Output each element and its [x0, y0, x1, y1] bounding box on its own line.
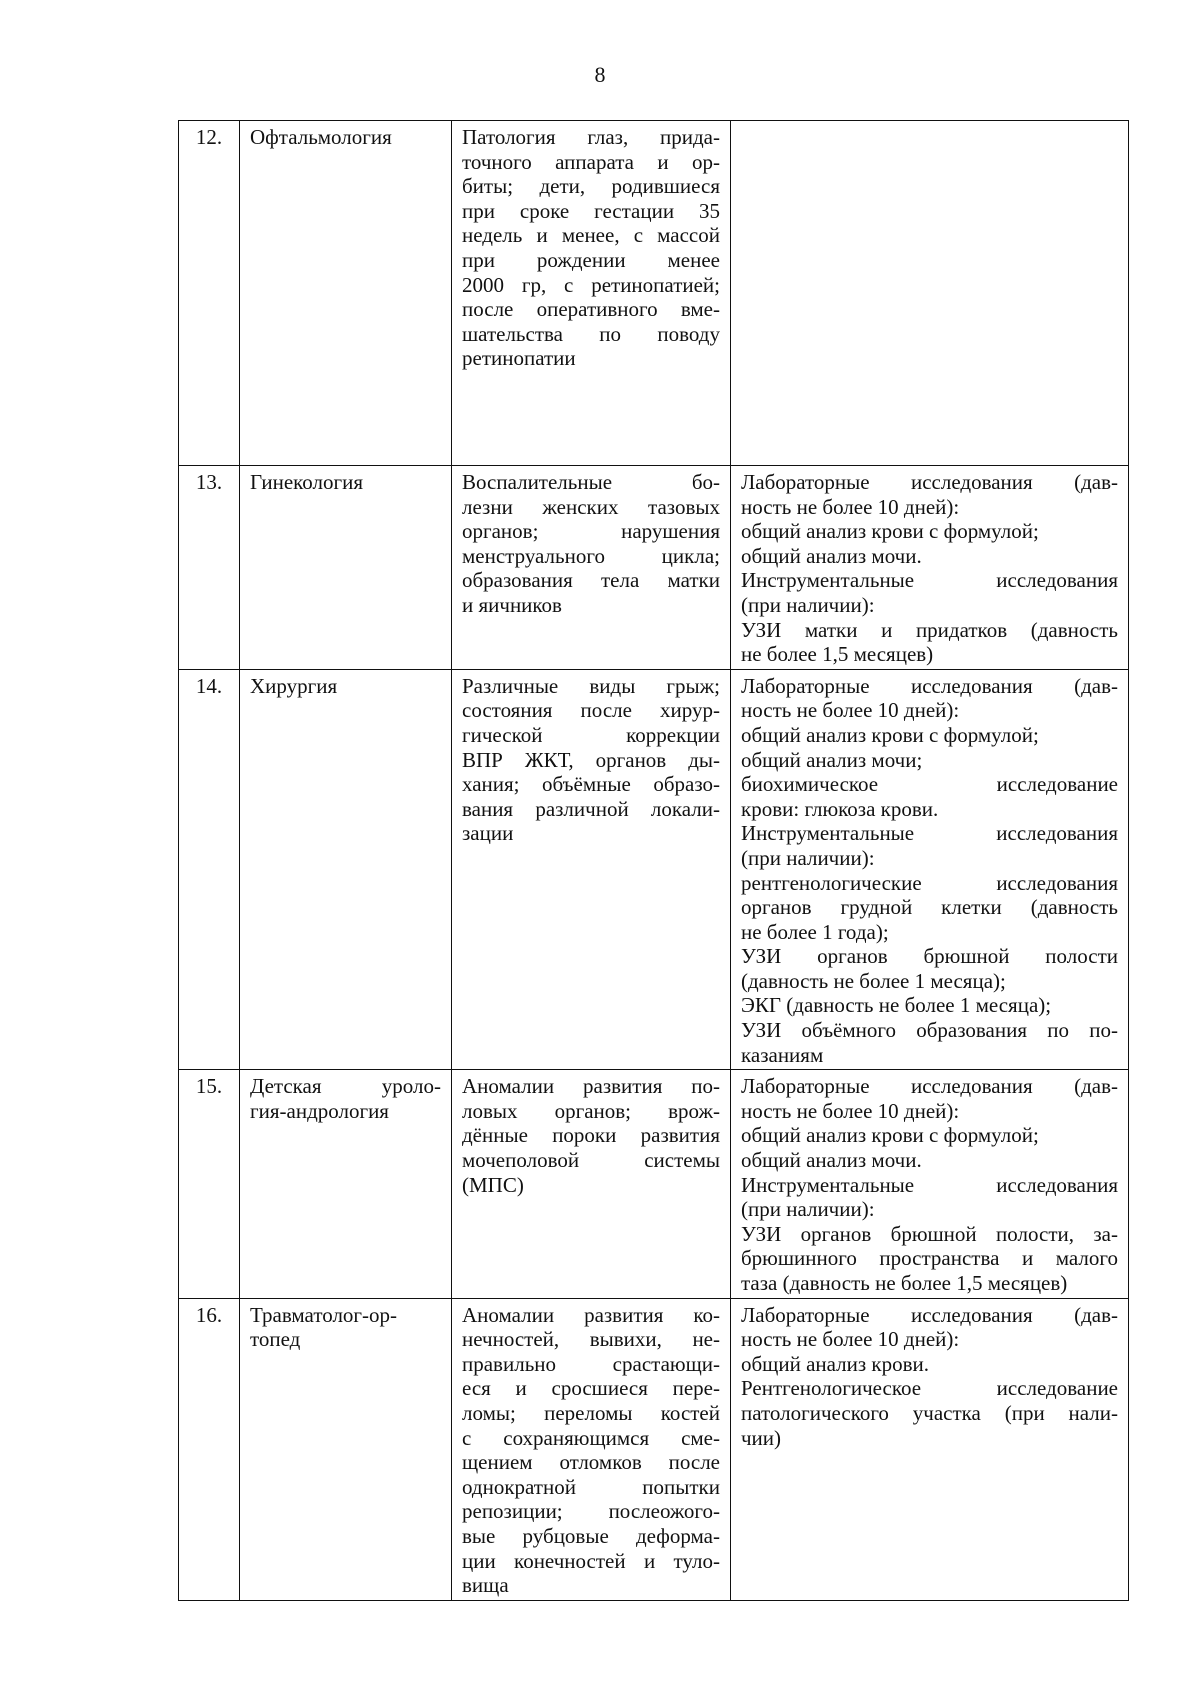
requirements-line: (при наличии): [741, 1197, 875, 1222]
specialty-line: Гинекология [250, 470, 363, 494]
indications-line: ломы; переломы костей [462, 1400, 720, 1425]
indications-line: хания; объёмные образо- [462, 772, 720, 797]
indications-line: вища [462, 1573, 509, 1598]
requirements-line: ность не более 10 дней): [741, 698, 960, 723]
indications-line: щением отломков после [462, 1450, 720, 1475]
requirements-line: (при наличии): [741, 592, 875, 617]
indications-line: (МПС) [462, 1172, 524, 1197]
indications-line: Различные виды грыж; [462, 673, 720, 698]
requirements-line: Лабораторные исследования (дав- [741, 1074, 1118, 1099]
indications-line: при рождении менее [462, 247, 720, 272]
requirements-line: (при наличии): [741, 845, 875, 870]
specialty-line: Хирургия [250, 673, 338, 698]
requirements-line: патологического участка (при нали- [741, 1400, 1118, 1425]
indications-line: шательства по поводу [462, 321, 720, 346]
specialty-cell [240, 1070, 452, 1298]
table-row [179, 121, 1129, 466]
indications-line: гической коррекции [462, 722, 720, 747]
specialty-line: Детская уроло- [250, 1074, 441, 1099]
requirements-line: ность не более 10 дней): [741, 1098, 960, 1123]
requirements-line: общий анализ мочи. [741, 1148, 922, 1173]
indications-line: органов; нарушения [462, 519, 720, 544]
row-number: 14. [179, 669, 240, 1070]
requirements-cell [731, 466, 1129, 670]
indications-cell [452, 1070, 731, 1298]
indications-line: образования тела матки [462, 568, 720, 593]
requirements-line: чии) [741, 1425, 782, 1450]
page-number: 8 [594, 62, 606, 87]
indications-cell [452, 121, 731, 466]
requirements-cell [731, 121, 1129, 466]
requirements-line: Инструментальные исследования [741, 568, 1118, 593]
table-row [179, 669, 1129, 1070]
indications-line: состояния после хирур- [462, 698, 720, 723]
requirements-line: общий анализ крови с формулой; [741, 1123, 1039, 1148]
requirements-line: УЗИ органов брюшной полости [741, 944, 1118, 969]
indications-line: ВПР ЖКТ, органов ды- [462, 747, 720, 772]
requirements-line: УЗИ органов брюшной полости, за- [741, 1221, 1118, 1246]
requirements-line: таза (давность не более 1,5 месяцев) [741, 1271, 1068, 1295]
requirements-line: УЗИ объёмного образования по по- [741, 1018, 1118, 1043]
indications-cell [452, 669, 731, 1070]
requirements-cell [731, 1070, 1129, 1298]
indications-line: ции конечностей и туло- [462, 1548, 720, 1573]
requirements-line: Лабораторные исследования (дав- [741, 470, 1118, 494]
indications-line: при сроке гестации 35 [462, 198, 720, 223]
indications-line: однократной попытки [462, 1474, 720, 1499]
requirements-line: ЭКГ (давность не более 1 месяца); [741, 993, 1052, 1018]
indications-line: лезни женских тазовых [462, 494, 720, 519]
indications-line: точного аппарата и ор- [462, 149, 720, 174]
indications-line: дённые пороки развития [462, 1123, 720, 1148]
indications-line: репозиции; послеожого- [462, 1499, 720, 1524]
requirements-line: казаниям [741, 1042, 824, 1067]
indications-line: Воспалительные бо- [462, 470, 720, 494]
requirements-line: Инструментальные исследования [741, 1172, 1118, 1197]
indications-line: Аномалии развития по- [462, 1074, 720, 1099]
indications-line: с сохраняющимся сме- [462, 1425, 720, 1450]
indications-line: вые рубцовые деформа- [462, 1523, 720, 1548]
requirements-line: УЗИ матки и придатков (давность [741, 617, 1118, 642]
indications-line: 2000 гр, с ретинопатией; [462, 272, 720, 297]
indications-line: недель и менее, с массой [462, 223, 720, 248]
requirements-line: общий анализ мочи; [741, 747, 923, 772]
specialty-line: Офтальмология [250, 125, 392, 149]
requirements-line: общий анализ крови. [741, 1351, 930, 1376]
requirements-line: Рентгенологическое исследование [741, 1376, 1118, 1401]
indications-cell [452, 466, 731, 670]
indications-line: ретинопатии [462, 346, 576, 371]
row-number: 12. [179, 121, 240, 466]
requirements-line: ность не более 10 дней): [741, 494, 960, 519]
requirements-line: Лабораторные исследования (дав- [741, 673, 1118, 698]
requirements-line: общий анализ крови с формулой; [741, 519, 1039, 544]
requirements-line: общий анализ крови с формулой; [741, 722, 1039, 747]
table-row [179, 466, 1129, 670]
requirements-line: не более 1 года); [741, 919, 889, 944]
requirements-line: общий анализ мочи. [741, 543, 922, 568]
document-table [178, 120, 1129, 1601]
requirements-line: рентгенологические исследования [741, 870, 1118, 895]
specialty-cell [240, 1298, 452, 1600]
requirements-line: (давность не более 1 месяца); [741, 968, 1006, 993]
table-row [179, 1298, 1129, 1600]
requirements-line: не более 1,5 месяцев) [741, 642, 934, 667]
specialty-line: гия-андрология [250, 1098, 389, 1123]
indications-line: Патология глаз, прида- [462, 125, 720, 149]
requirements-line: органов грудной клетки (давность [741, 895, 1118, 920]
indications-line: еся и сросшиеся пере- [462, 1376, 720, 1401]
specialty-line: Травматолог-ор- [250, 1302, 398, 1327]
requirements-cell [731, 1298, 1129, 1600]
requirements-cell [731, 669, 1129, 1070]
indications-cell [452, 1298, 731, 1600]
indications-line: менструального цикла; [462, 543, 720, 568]
indications-line: Аномалии развития ко- [462, 1302, 720, 1327]
requirements-line: брюшинного пространства и малого [741, 1246, 1118, 1271]
indications-line: ловых органов; врож- [462, 1098, 720, 1123]
indications-line: вания различной локали- [462, 796, 720, 821]
indications-line: и яичников [462, 592, 562, 617]
row-number: 16. [179, 1298, 240, 1600]
specialty-cell [240, 669, 452, 1070]
requirements-line: ность не более 10 дней): [741, 1327, 960, 1352]
table-row [179, 1070, 1129, 1298]
row-number: 15. [179, 1070, 240, 1298]
specialty-cell [240, 121, 452, 466]
indications-line: после оперативного вме- [462, 297, 720, 322]
specialty-line: топед [250, 1327, 301, 1352]
requirements-line: Инструментальные исследования [741, 821, 1118, 846]
row-number: 13. [179, 466, 240, 670]
indications-line: нечностей, вывихи, не- [462, 1327, 720, 1352]
indications-line: мочеполовой системы [462, 1148, 720, 1173]
indications-line: зации [462, 821, 514, 846]
indications-line: биты; дети, родившиеся [462, 174, 720, 199]
specialty-cell [240, 466, 452, 670]
requirements-line: крови: глюкоза крови. [741, 796, 939, 821]
requirements-line: биохимическое исследование [741, 772, 1118, 797]
requirements-line: Лабораторные исследования (дав- [741, 1302, 1118, 1327]
indications-line: правильно срастающи- [462, 1351, 720, 1376]
